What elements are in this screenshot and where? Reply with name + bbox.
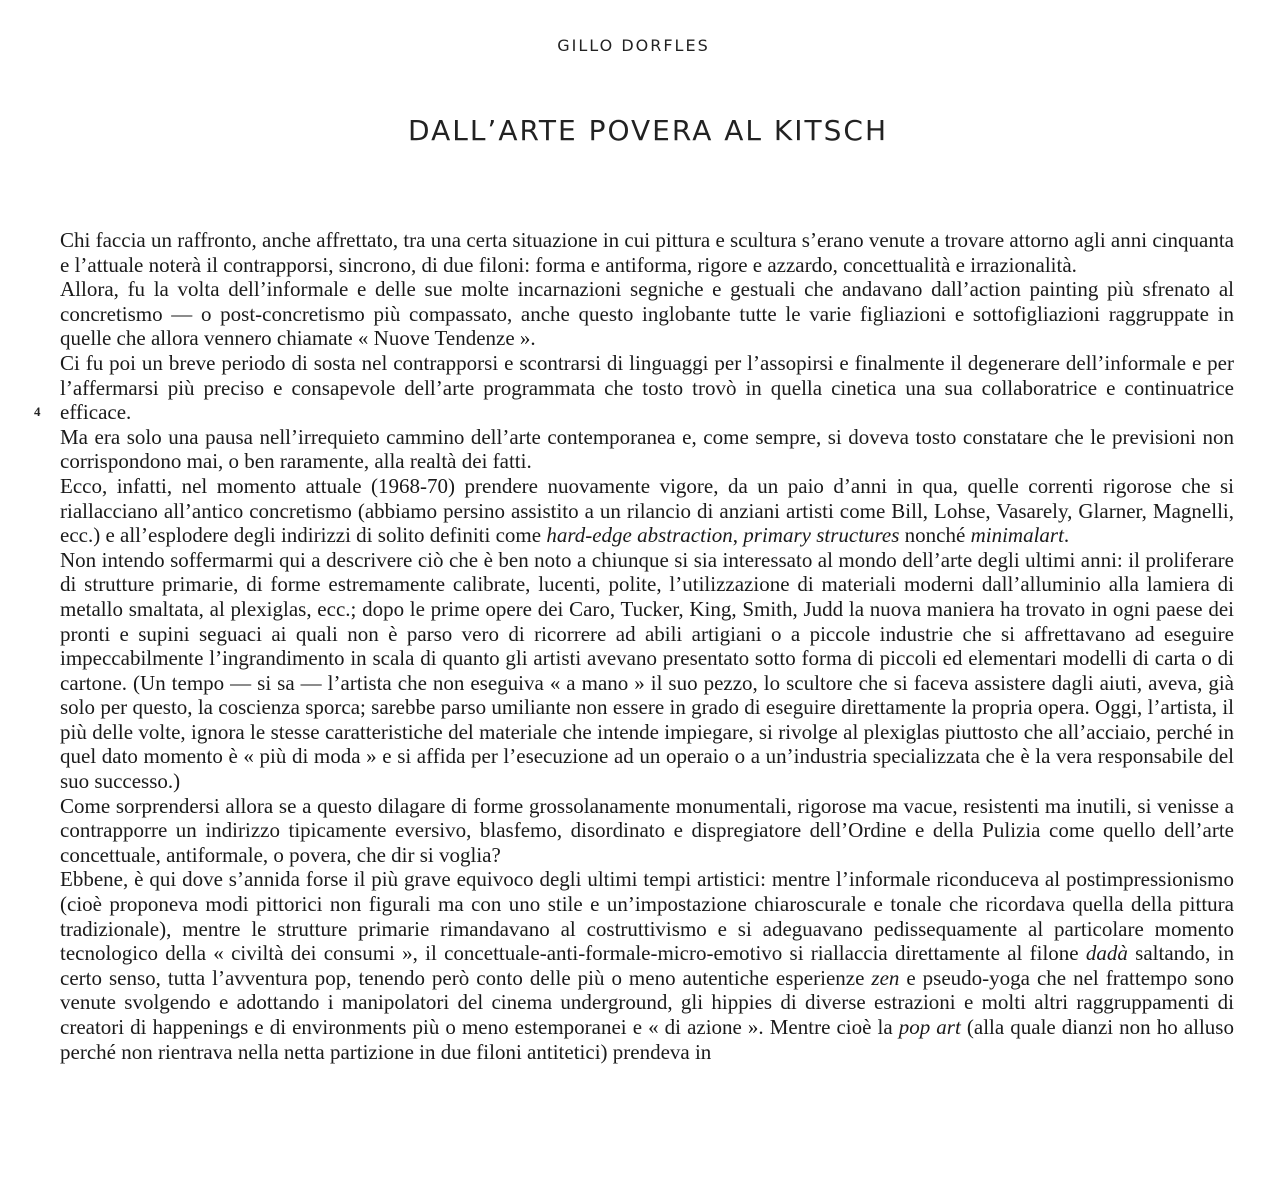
italic-text: zen	[871, 965, 900, 990]
italic-text: primary structures	[743, 523, 900, 548]
author-name: GILLO DORFLES	[557, 36, 710, 55]
paragraph-text: Ecco, infatti, nel momento attuale (1968-70) prendere nuovamente vigore, da un paio d’anni in qua, quelle correnti rigorose che si riallacciano all’antico concretismo (abbiamo persino assistito a un rilancio di anziani artisti come Bill, Lohse, Vasarely, Glarner, Magnelli, ecc.) e all’esplodere degli indirizzi di solito definiti come	[60, 473, 1234, 548]
paragraph	[60, 228, 1234, 277]
page-number: 4	[34, 404, 41, 419]
paragraph-text: ,	[732, 523, 744, 548]
italic-text: hard-edge abstraction	[546, 523, 733, 548]
paragraph	[60, 474, 1234, 548]
paragraph	[60, 277, 1234, 351]
paragraph-text: Ci fu poi un breve periodo di sosta nel contrapporsi e scontrarsi di linguaggi per l’assopirsi e finalmente il degenerare dell’informale e per l’affermarsi più preciso e consapevole dell’arte programmata che tosto trovò in quella cinetica una sua collaboratrice e continuatrice efficace.	[60, 350, 1234, 425]
paragraph-text: Chi faccia un raffronto, anche affrettato, tra una certa situazione in cui pittura e scultura s’erano venute a trovare attorno agli anni cinquanta e l’attuale noterà il contrapporsi, sincrono, di due filoni: forma e antiforma, rigore e azzardo, concettualità e irrazionalità.	[60, 228, 1234, 277]
paragraph	[60, 794, 1234, 868]
paragraph-text: nonché	[899, 523, 971, 548]
italic-text: pop art	[898, 1015, 961, 1039]
paragraph-text: .	[1063, 523, 1070, 548]
paragraph-text: saltando, in certo senso, tutta l’avventura pop, tenendo però conto delle più o meno autentiche esperienze	[60, 941, 1234, 990]
article-body	[60, 228, 1234, 1064]
paragraph	[60, 351, 1234, 425]
article-title: DALL’ARTE POVERA AL KITSCH	[408, 114, 888, 147]
paragraph-text: Ma era solo una pausa nell’irrequieto cammino dell’arte contemporanea e, come sempre, si doveva tosto constatare che le previsioni non corrispondono mai, o ben raramente, alla realtà dei fatti.	[60, 424, 1234, 474]
paragraph-text: Ebbene, è qui dove s’annida forse il più grave equivoco degli ultimi tempi artistici: mentre l’informale riconduceva al postimpressionismo (cioè proponeva modi pittorici non figurali ma con uno stile e un’impostazione chiaroscurale e tonale che ricordava quella della pittura tradizionale), mentre le strutture primarie rimandavano al costruttivismo e si adeguavano pedissequamente al particolare momento tecnologico della « civiltà dei consumi », il concettuale-anti-formale-micro-emotivo si riallaccia direttamente al filone	[60, 867, 1234, 966]
italic-text: minimalart	[970, 523, 1064, 548]
paragraph	[60, 425, 1234, 474]
paragraph-text: Non intendo soffermarmi qui a descrivere ciò che è ben noto a chiunque si sia interessato al mondo dell’arte degli ultimi anni: il proliferare di strutture primarie, di forme estremamente calibrate, lucenti, polite, l’utilizzazione di materiali moderni dall’alluminio alla lamiera di metallo smaltata, al plexiglas, ecc.; dopo le prime opere dei Caro, Tucker, King, Smith, Judd la nuova maniera ha trovato in ogni paese dei pronti e supini seguaci ai quali non è parso vero di ricorrere ad abili artigiani o a piccole industrie che si affrettavano ad eseguire impeccabilmente l’ingrandimento in scala di quanto gli artisti avevano presentato sotto forma di piccoli ed elementari modelli di carta o di cartone. (Un tempo — si sa — l’artista che non eseguiva « a mano » il suo pezzo, lo scultore che si faceva assistere dagli aiuti, aveva, già solo per questo, la coscienza sporca; sarebbe parso umiliante non essere in grado di eseguire direttamente la propria opera. Oggi, l’artista, il più delle volte, ignora le stesse caratteristiche del materiale che intende impiegare, si rivolge al plexiglas piuttosto che all’acciaio, perché in quel dato momento è « più di moda » e si affida per l’esecuzione ad un operaio o a un’industria specializzata che è la vera responsabile del suo successo.)	[60, 547, 1234, 794]
italic-text: dadà	[1085, 941, 1128, 966]
paragraph-text: e pseudo-yoga che nel frattempo sono venute svolgendo e adottando i manipolatori del cinema underground, gli hippies di diverse estrazioni e molti altri raggruppamenti di creatori di happenings e di environments più o meno estemporanei e « di azione ». Mentre cioè la	[60, 965, 1234, 1039]
paragraph-text: Allora, fu la volta dell’informale e delle sue molte incarnazioni segniche e gestuali che andavano dall’action painting più sfrenato al concretismo — o post-concretismo più compassato, anche questo inglobante tutte le varie figliazioni e sottofigliazioni raggruppate in quelle che allora vennero chiamate « Nuove Tendenze ».	[60, 277, 1234, 351]
paragraph	[60, 548, 1234, 794]
paragraph-text: Come sorprendersi allora se a questo dilagare di forme grossolanamente monumentali, rigorose ma vacue, resistenti ma inutili, si venisse a contrapporre un indirizzo tipicamente eversivo, blasfemo, disordinato e dispregiatore dell’Ordine e della Pulizia come quello dell’arte concettuale, antiformale, o povera, che dir si voglia?	[60, 793, 1234, 867]
paragraph	[60, 867, 1234, 1064]
paragraph-text: (alla quale dianzi non ho alluso perché non rientrava nella netta partizione in due filoni antitetici) prendeva in	[60, 1015, 1234, 1064]
